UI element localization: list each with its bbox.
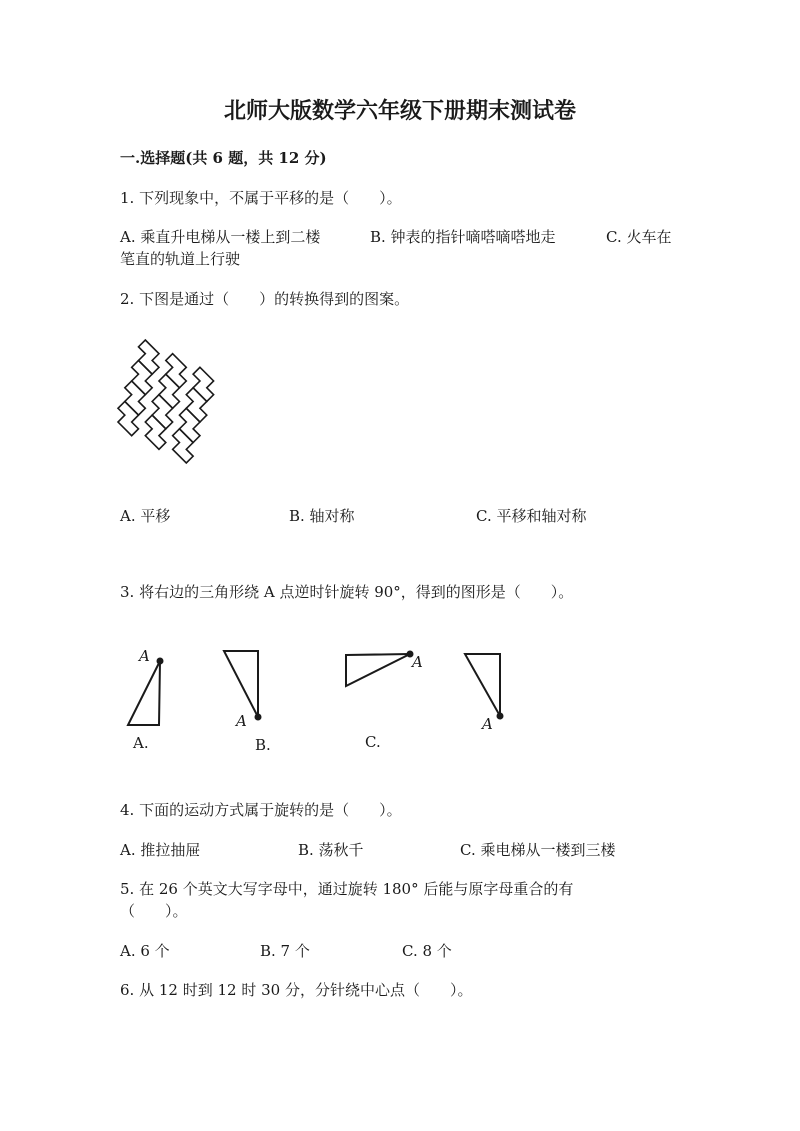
question-2-option-b: B. 轴对称 (289, 507, 355, 525)
question-5-option-c: C. 8 个 (402, 942, 452, 960)
question-2-stem: 2. 下图是通过（ ）的转换得到的图案。 (120, 290, 410, 308)
label-a-option-a: A (139, 647, 150, 665)
question-2-option-a: A. 平移 (120, 507, 171, 525)
question-4-stem: 4. 下面的运动方式属于旋转的是（ ）。 (120, 801, 402, 819)
question-4-option-c: C. 乘电梯从一楼到三楼 (460, 841, 616, 859)
option-label-a: A. (133, 734, 149, 752)
question-5-option-b: B. 7 个 (260, 942, 310, 960)
question-4-option-b: B. 荡秋千 (298, 841, 364, 859)
triangle-option-c (346, 654, 410, 686)
question-5-option-a: A. 6 个 (120, 942, 170, 960)
page-title: 北师大版数学六年级下册期末测试卷 (223, 98, 576, 124)
question-5-stem: 5. 在 26 个英文大写字母中，通过旋转 180° 后能与原字母重合的有 (120, 880, 574, 898)
option-label-c: C. (365, 733, 381, 751)
question-1-option-c-continued: 笔直的轨道上行驶 (120, 250, 241, 268)
question-1-option-c: C. 火车在 (606, 228, 672, 246)
question-1-stem: 1. 下列现象中，不属于平移的是（ ）。 (120, 189, 402, 207)
question-3-stem: 3. 将右边的三角形绕 A 点逆时针旋转 90°，得到的图形是（ ）。 (120, 583, 574, 601)
triangle-option-a (128, 661, 160, 725)
question-1-option-b: B. 钟表的指针嘀嗒嘀嗒地走 (370, 228, 556, 246)
label-a-option-c: A (412, 653, 423, 671)
question-1-option-a: A. 乘直升电梯从一楼上到二楼 (120, 228, 321, 246)
label-a-original: A (482, 715, 493, 733)
point-a-marker-b (255, 714, 262, 721)
triangle-original (465, 654, 500, 716)
option-label-b: B. (255, 736, 271, 754)
point-a-marker-original (497, 713, 504, 720)
question-5-stem-continued: （ ）。 (120, 902, 188, 920)
question-6-stem: 6. 从 12 时到 12 时 30 分，分针绕中心点（ ）。 (120, 981, 473, 999)
question-4-option-a: A. 推拉抽屉 (120, 841, 201, 859)
section-heading: 一.选择题(共 6 题，共 12 分) (120, 149, 327, 167)
point-a-marker-a (157, 658, 164, 665)
question-2-option-c: C. 平移和轴对称 (476, 507, 587, 525)
triangle-option-b (224, 651, 258, 717)
label-a-option-b: A (236, 712, 247, 730)
